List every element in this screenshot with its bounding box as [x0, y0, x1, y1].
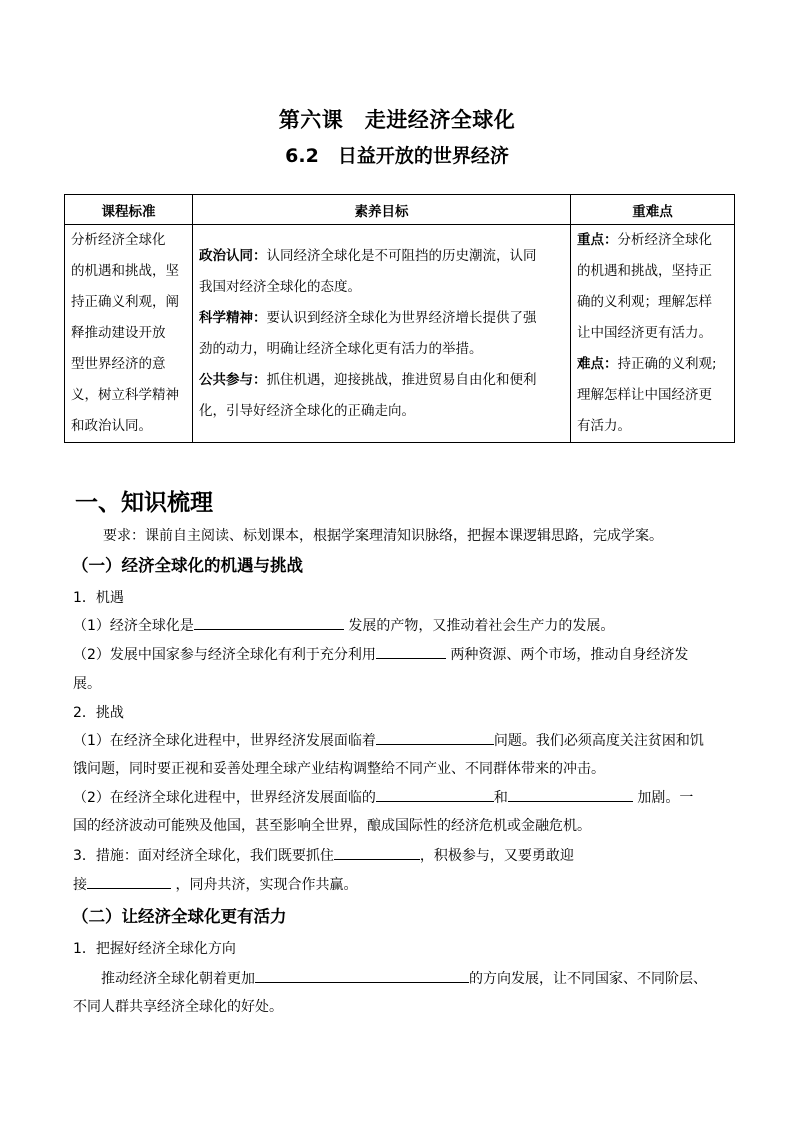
answer-blank[interactable] — [87, 874, 171, 889]
text-line: 饿问题，同时要正视和妥善处理全球产业结构调整给不同产业、不同群体带来的冲击。 — [73, 761, 605, 777]
answer-blank[interactable] — [255, 968, 469, 983]
course-standards-table — [64, 194, 735, 443]
item-heading: 1．把握好经济全球化方向 — [73, 941, 236, 957]
goal-text: 我国对经济全球化的态度。 — [199, 279, 361, 295]
text-line: 国的经济波动可能殃及他国，甚至影响全世界，酿成国际性的经济危机或金融危机。 — [73, 818, 591, 834]
requirement-text: 要求：课前自主阅读、标划课本，根据学案理清知识脉络，把握本课逻辑思路，完成学案。 — [103, 528, 663, 544]
difficulty-label: 难点： — [577, 356, 618, 372]
standard-line: 释推动建设开放 — [71, 325, 166, 341]
goal-text: 要认识到经济全球化为世界经济增长提供了强 — [266, 310, 537, 326]
standard-line: 持正确义利观，阐 — [71, 294, 179, 310]
goal-label-science: 科学精神： — [199, 310, 267, 326]
difficulty-text: 理解怎样让中国经济更 — [577, 387, 712, 403]
answer-blank[interactable] — [194, 615, 344, 630]
standard-line: 和政治认同。 — [71, 418, 152, 434]
item-heading: 2．挑战 — [73, 705, 124, 721]
fill-line: 3．措施：面对经济全球化，我们既要抓住 ，积极参与，又要勇敢迎 — [73, 845, 574, 865]
key-point-text: 让中国经济更有活力。 — [577, 325, 712, 341]
goal-label-public: 公共参与： — [199, 372, 267, 388]
table-body-row — [65, 225, 735, 443]
difficulty-text: 持正确的义利观; — [617, 356, 717, 372]
standard-line: 分析经济全球化 — [71, 232, 166, 248]
fill-line: （1）在经济全球化进程中，世界经济发展面临着 问题。我们必须高度关注贫困和饥 — [73, 730, 704, 750]
header-standard: 课程标准 — [65, 195, 193, 225]
section-title: 6.2 日益开放的世界经济 — [285, 145, 509, 167]
header-key-points: 重难点 — [571, 195, 735, 225]
subsection-heading: （二）让经济全球化更有活力 — [72, 907, 287, 926]
goals-cell — [193, 225, 571, 443]
key-points-cell — [571, 225, 735, 443]
answer-blank[interactable] — [376, 787, 494, 802]
item-heading: 1．机遇 — [73, 590, 124, 606]
subsection-heading: （一）经济全球化的机遇与挑战 — [72, 556, 303, 575]
standard-line: 义，树立科学精神 — [71, 387, 179, 403]
goal-text: 化，引导好经济全球化的正确走向。 — [199, 403, 415, 419]
standard-line: 的机遇和挑战，坚 — [71, 263, 179, 279]
answer-blank[interactable] — [508, 787, 633, 802]
fill-line: 推动经济全球化朝着更加 的方向发展，让不同国家、不同阶层、 — [101, 968, 707, 988]
standard-line: 型世界经济的意 — [71, 356, 166, 372]
answer-blank[interactable] — [376, 730, 494, 745]
header-goals: 素养目标 — [193, 195, 571, 225]
table-header-row — [65, 195, 735, 225]
fill-line: （2）在经济全球化进程中，世界经济发展面临的 和 加剧。一 — [73, 787, 693, 807]
answer-blank[interactable] — [334, 845, 420, 860]
key-point-text: 分析经济全球化 — [617, 232, 712, 248]
section-heading: 一、知识梳理 — [75, 490, 213, 516]
text-line: 展。 — [73, 676, 101, 692]
text-line: 不同人群共享经济全球化的好处。 — [73, 999, 283, 1015]
lesson-title: 第六课 走进经济全球化 — [278, 108, 516, 132]
answer-blank[interactable] — [376, 644, 446, 659]
key-point-label: 重点： — [577, 232, 618, 248]
standard-cell — [65, 225, 193, 443]
fill-line: （1）经济全球化是 发展的产物，又推动着社会生产力的发展。 — [73, 615, 614, 635]
key-point-text: 的机遇和挑战，坚持正 — [577, 263, 712, 279]
key-point-text: 确的义利观；理解怎样 — [577, 294, 712, 310]
goal-text: 抓住机遇，迎接挑战，推进贸易自由化和便利 — [266, 372, 537, 388]
goal-text: 认同经济全球化是不可阻挡的历史潮流，认同 — [266, 248, 537, 264]
goal-text: 劲的动力，明确让经济全球化更有活力的举措。 — [199, 341, 483, 357]
difficulty-text: 有活力。 — [577, 418, 631, 434]
fill-line: （2）发展中国家参与经济全球化有利于充分利用 两种资源、两个市场，推动自身经济发 — [73, 644, 688, 664]
goal-label-political: 政治认同： — [199, 248, 267, 264]
fill-line: 接 ，同舟共济，实现合作共赢。 — [73, 874, 357, 894]
